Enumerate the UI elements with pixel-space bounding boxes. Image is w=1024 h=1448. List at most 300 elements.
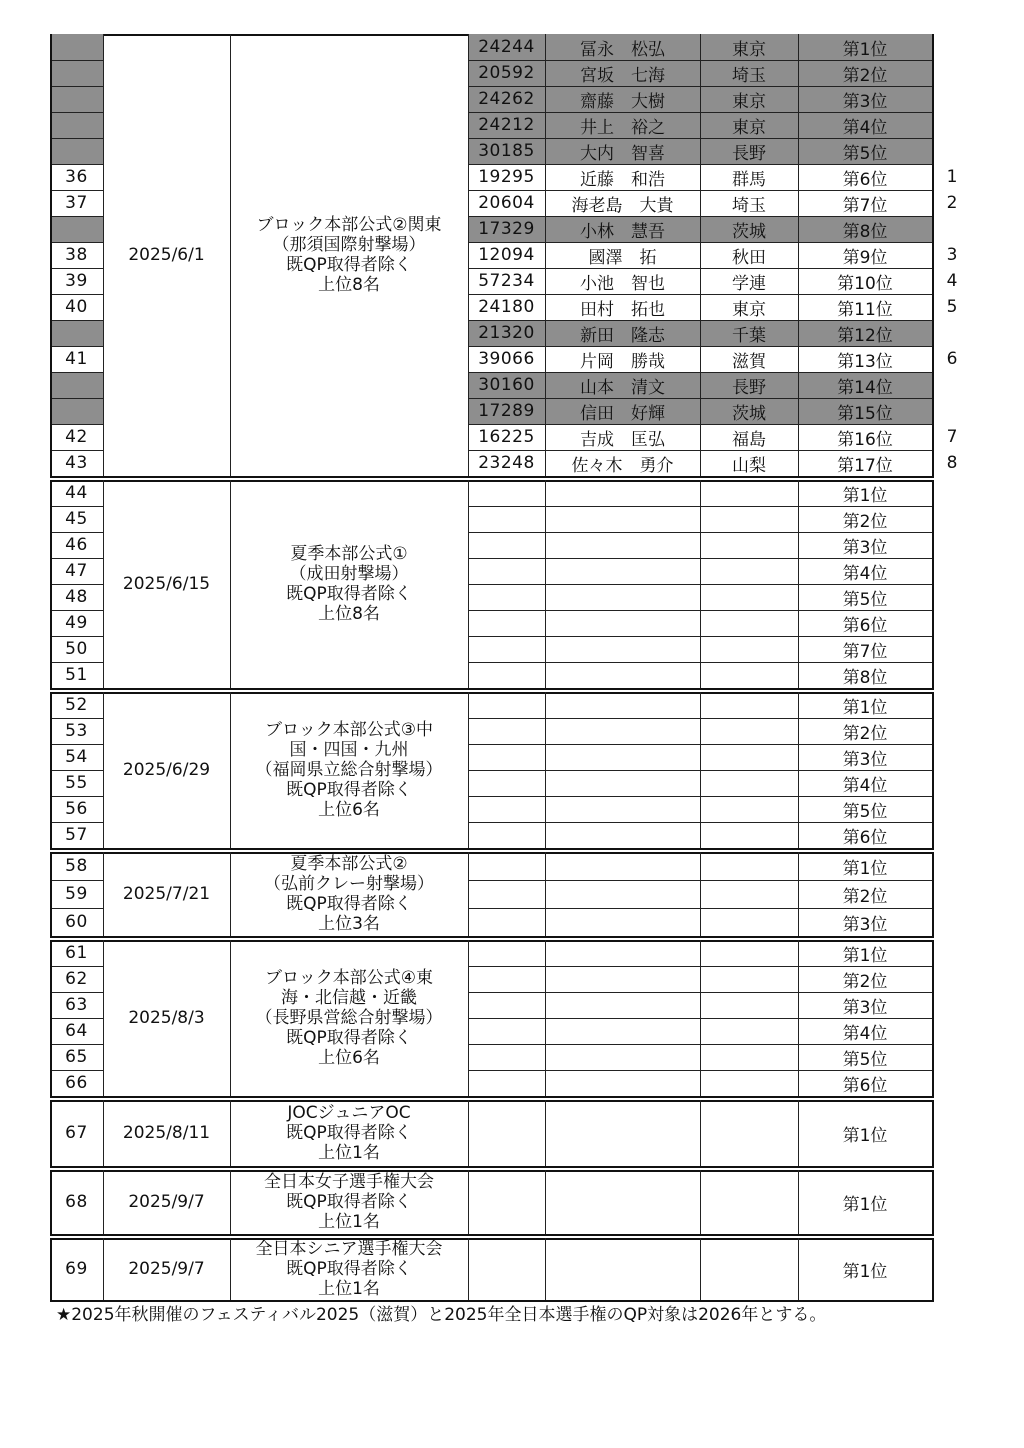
athlete-name: 海老島 大貴 <box>571 195 674 216</box>
qualifier-count: 6 <box>946 349 958 369</box>
row-divider <box>50 268 103 269</box>
qualifier-count: 3 <box>946 245 958 265</box>
rank: 第7位 <box>842 195 888 216</box>
athlete-name <box>545 584 700 610</box>
prefecture <box>700 718 798 744</box>
entry-number: 52 <box>65 695 88 715</box>
event-line: 既QP取得者除く <box>286 584 412 604</box>
entry-number <box>50 138 103 164</box>
rank: 第3位 <box>842 914 888 935</box>
prefecture <box>700 992 798 1018</box>
athlete-name <box>545 908 700 936</box>
athlete-name <box>545 558 700 584</box>
entry-number: 61 <box>65 943 88 963</box>
column-divider <box>700 1238 701 1300</box>
row-divider <box>50 1096 934 1098</box>
event-date: 2025/7/21 <box>122 884 211 904</box>
row-divider <box>50 966 103 967</box>
athlete-name <box>545 770 700 796</box>
rank: 第8位 <box>842 667 888 688</box>
prefecture: 秋田 <box>732 247 766 268</box>
member-id: 21320 <box>468 320 545 346</box>
event-line: （福岡県立総合射撃場） <box>255 760 443 780</box>
prefecture <box>700 1238 798 1300</box>
athlete-name: 齋藤 大樹 <box>545 86 700 112</box>
rank: 第1位 <box>842 1125 888 1146</box>
row-divider <box>50 558 103 559</box>
row-divider <box>50 662 103 663</box>
column-divider <box>230 1170 231 1234</box>
member-id <box>468 744 545 770</box>
column-divider <box>50 692 52 848</box>
column-divider <box>50 1238 52 1300</box>
prefecture: 埼玉 <box>700 60 798 86</box>
row-divider <box>50 60 103 61</box>
event-line: ブロック本部公式④東 <box>265 968 433 988</box>
event-line: ブロック本部公式③中 <box>265 720 433 740</box>
athlete-name: 國澤 拓 <box>588 247 657 268</box>
prefecture: 茨城 <box>700 216 798 242</box>
prefecture: 長野 <box>700 138 798 164</box>
event-line: （弘前クレー射撃場） <box>264 874 434 894</box>
member-id: 17289 <box>468 398 545 424</box>
athlete-name <box>545 1018 700 1044</box>
row-divider <box>50 86 103 87</box>
event-line: 海・北信越・近畿 <box>281 988 417 1008</box>
event-line: JOCジュニアOC <box>287 1103 411 1123</box>
member-id <box>468 966 545 992</box>
member-id: 24180 <box>478 297 535 317</box>
member-id: 24244 <box>468 34 545 60</box>
prefecture: 東京 <box>700 34 798 60</box>
athlete-name: 新田 隆志 <box>545 320 700 346</box>
entry-number <box>50 86 103 112</box>
athlete-name: 大内 智喜 <box>545 138 700 164</box>
column-divider <box>932 1238 934 1300</box>
column-divider <box>50 852 52 936</box>
event-name <box>230 940 468 1096</box>
event-line: （長野県営総合射撃場） <box>255 1008 443 1028</box>
prefecture <box>700 940 798 966</box>
event-name <box>230 1238 468 1300</box>
athlete-name <box>545 1170 700 1234</box>
event-date: 2025/6/15 <box>122 574 211 594</box>
row-divider <box>50 532 103 533</box>
member-id: 30185 <box>468 138 545 164</box>
rank: 第17位 <box>837 455 893 476</box>
entry-number: 58 <box>65 856 88 876</box>
prefecture: 千葉 <box>700 320 798 346</box>
rank: 第4位 <box>842 1023 888 1044</box>
entry-number: 39 <box>65 271 88 291</box>
column-divider <box>468 852 469 936</box>
entry-number: 51 <box>65 665 88 685</box>
column-divider <box>798 852 799 936</box>
column-divider <box>103 1170 104 1234</box>
row-divider <box>50 398 103 399</box>
rank: 第2位 <box>842 886 888 907</box>
prefecture <box>700 966 798 992</box>
prefecture <box>700 636 798 662</box>
rank: 第4位 <box>798 112 932 138</box>
row-divider <box>50 718 103 719</box>
qualifier-count: 2 <box>946 193 958 213</box>
event-name <box>230 692 468 848</box>
rank: 第2位 <box>798 60 932 86</box>
column-divider <box>545 1100 546 1166</box>
member-id: 16225 <box>478 427 535 447</box>
prefecture <box>700 852 798 880</box>
prefecture: 埼玉 <box>732 195 766 216</box>
athlete-name: 小池 智也 <box>580 273 665 294</box>
column-divider <box>468 940 469 1096</box>
athlete-name <box>545 1238 700 1300</box>
event-line: 上位3名 <box>318 914 380 934</box>
column-divider <box>700 1170 701 1234</box>
prefecture <box>700 880 798 908</box>
column-divider <box>700 852 701 936</box>
row-divider <box>50 506 103 507</box>
athlete-name: 冨永 松弘 <box>545 34 700 60</box>
event-line: 上位6名 <box>318 800 380 820</box>
prefecture <box>700 480 798 506</box>
column-divider <box>545 692 546 848</box>
rank: 第5位 <box>842 1049 888 1070</box>
member-id <box>468 718 545 744</box>
event-name <box>230 1100 468 1166</box>
entry-number: 62 <box>65 969 88 989</box>
event-line: 夏季本部公式② <box>290 854 408 874</box>
athlete-name <box>545 992 700 1018</box>
column-divider <box>798 692 799 848</box>
column-divider <box>50 480 52 688</box>
entry-number: 43 <box>65 453 88 473</box>
member-id: 30160 <box>468 372 545 398</box>
column-divider <box>932 34 934 476</box>
event-line: 上位6名 <box>318 1048 380 1068</box>
entry-number: 45 <box>65 509 88 529</box>
prefecture: 群馬 <box>732 169 766 190</box>
member-id <box>468 1018 545 1044</box>
rank: 第1位 <box>842 1261 888 1282</box>
athlete-name <box>545 852 700 880</box>
column-divider <box>230 940 231 1096</box>
column-divider <box>103 940 104 1096</box>
row-divider <box>50 610 103 611</box>
member-id <box>468 1100 545 1166</box>
athlete-name <box>545 880 700 908</box>
athlete-name <box>545 1044 700 1070</box>
member-id: 17329 <box>468 216 545 242</box>
event-name <box>230 1170 468 1234</box>
entry-number <box>50 60 103 86</box>
event-line: 既QP取得者除く <box>286 780 412 800</box>
athlete-name: 吉成 匡弘 <box>580 429 665 450</box>
row-divider <box>50 450 103 451</box>
athlete-name <box>545 1070 700 1096</box>
entry-number: 65 <box>65 1047 88 1067</box>
member-id <box>468 1070 545 1096</box>
rank: 第4位 <box>842 563 888 584</box>
column-divider <box>103 34 104 476</box>
rank: 第6位 <box>842 615 888 636</box>
athlete-name <box>545 1100 700 1166</box>
column-divider <box>50 940 52 1096</box>
rank: 第16位 <box>837 429 893 450</box>
column-divider <box>103 1238 104 1300</box>
event-line: （成田射撃場） <box>289 564 409 584</box>
athlete-name <box>545 532 700 558</box>
column-divider <box>932 1100 934 1166</box>
prefecture: 学連 <box>732 273 766 294</box>
entry-number: 47 <box>65 561 88 581</box>
column-divider <box>700 1100 701 1166</box>
member-id <box>468 1238 545 1300</box>
row-divider <box>50 1166 934 1168</box>
column-divider <box>50 34 52 476</box>
event-name <box>230 34 468 476</box>
qualifier-count: 5 <box>946 297 958 317</box>
column-divider <box>700 480 701 688</box>
row-divider <box>50 1070 103 1071</box>
rank: 第6位 <box>842 827 888 848</box>
athlete-name <box>545 796 700 822</box>
athlete-name <box>545 506 700 532</box>
prefecture: 東京 <box>732 299 766 320</box>
member-id <box>468 770 545 796</box>
member-id: 12094 <box>478 245 535 265</box>
entry-number <box>50 372 103 398</box>
athlete-name: 宮坂 七海 <box>545 60 700 86</box>
column-divider <box>230 692 231 848</box>
entry-number: 59 <box>65 884 88 904</box>
column-divider <box>230 480 231 688</box>
prefecture: 茨城 <box>700 398 798 424</box>
event-name <box>230 480 468 688</box>
column-divider <box>932 1170 934 1234</box>
rank: 第1位 <box>842 485 888 506</box>
prefecture <box>700 692 798 718</box>
entry-number <box>50 320 103 346</box>
athlete-name: 信田 好輝 <box>545 398 700 424</box>
member-id: 20592 <box>468 60 545 86</box>
rank: 第3位 <box>842 537 888 558</box>
entry-number: 69 <box>65 1259 88 1279</box>
entry-number: 53 <box>65 721 88 741</box>
prefecture <box>700 662 798 688</box>
athlete-name: 田村 拓也 <box>580 299 665 320</box>
athlete-name <box>545 692 700 718</box>
prefecture <box>700 770 798 796</box>
column-divider <box>700 940 701 1096</box>
member-id <box>468 584 545 610</box>
rank: 第3位 <box>842 749 888 770</box>
column-divider <box>468 1238 469 1300</box>
rank: 第11位 <box>837 299 893 320</box>
member-id <box>468 506 545 532</box>
member-id: 20604 <box>478 193 535 213</box>
member-id <box>468 796 545 822</box>
column-divider <box>230 1100 231 1166</box>
rank: 第2位 <box>842 971 888 992</box>
entry-number: 67 <box>65 1123 88 1143</box>
rank: 第14位 <box>798 372 932 398</box>
entry-number <box>50 34 103 60</box>
athlete-name: 片岡 勝哉 <box>580 351 665 372</box>
event-line: 国・四国・九州 <box>289 740 409 760</box>
prefecture <box>700 908 798 936</box>
qualifier-count: 1 <box>946 167 958 187</box>
column-divider <box>700 34 701 476</box>
member-id <box>468 636 545 662</box>
rank: 第2位 <box>842 511 888 532</box>
row-divider <box>50 112 103 113</box>
member-id <box>468 852 545 880</box>
entry-number: 66 <box>65 1073 88 1093</box>
entry-number: 63 <box>65 995 88 1015</box>
row-divider <box>50 476 934 478</box>
column-divider <box>932 852 934 936</box>
prefecture <box>700 506 798 532</box>
member-id <box>468 880 545 908</box>
event-line: ブロック本部公式②関東 <box>256 215 442 235</box>
column-divider <box>468 34 469 476</box>
row-divider <box>50 848 934 850</box>
column-divider <box>545 480 546 688</box>
member-id: 24212 <box>468 112 545 138</box>
member-id <box>468 480 545 506</box>
column-divider <box>700 692 701 848</box>
row-divider <box>50 242 103 243</box>
row-divider <box>50 688 934 690</box>
rank: 第3位 <box>842 997 888 1018</box>
column-divider <box>798 940 799 1096</box>
member-id <box>468 558 545 584</box>
qualification-table <box>50 34 958 1299</box>
rank: 第15位 <box>798 398 932 424</box>
entry-number: 36 <box>65 167 88 187</box>
event-line: 既QP取得者除く <box>286 255 412 275</box>
prefecture <box>700 584 798 610</box>
event-line: 既QP取得者除く <box>286 894 412 914</box>
event-line: 既QP取得者除く <box>286 1028 412 1048</box>
prefecture: 滋賀 <box>732 351 766 372</box>
member-id <box>468 532 545 558</box>
column-divider <box>50 1100 52 1166</box>
entry-number: 60 <box>65 912 88 932</box>
entry-number: 57 <box>65 825 88 845</box>
column-divider <box>468 692 469 848</box>
column-divider <box>545 940 546 1096</box>
entry-number <box>50 398 103 424</box>
rank: 第7位 <box>842 641 888 662</box>
athlete-name: 井上 裕之 <box>545 112 700 138</box>
event-line: 夏季本部公式① <box>290 544 408 564</box>
prefecture <box>700 558 798 584</box>
athlete-name <box>545 744 700 770</box>
rank: 第4位 <box>842 775 888 796</box>
column-divider <box>468 1100 469 1166</box>
member-id: 23248 <box>478 453 535 473</box>
column-divider <box>545 1170 546 1234</box>
member-id <box>468 610 545 636</box>
entry-number: 38 <box>65 245 88 265</box>
rank: 第2位 <box>842 723 888 744</box>
row-divider <box>50 164 103 165</box>
prefecture: 山梨 <box>732 455 766 476</box>
entry-number: 50 <box>65 639 88 659</box>
athlete-name <box>545 480 700 506</box>
member-id <box>468 940 545 966</box>
column-divider <box>230 1238 231 1300</box>
column-divider <box>230 34 231 476</box>
member-id <box>468 908 545 936</box>
row-divider <box>50 190 103 191</box>
prefecture: 長野 <box>700 372 798 398</box>
row-divider <box>50 294 103 295</box>
entry-number: 37 <box>65 193 88 213</box>
column-divider <box>932 480 934 688</box>
entry-number: 49 <box>65 613 88 633</box>
athlete-name <box>545 940 700 966</box>
rank: 第3位 <box>798 86 932 112</box>
member-id: 19295 <box>478 167 535 187</box>
event-date: 2025/6/29 <box>122 760 211 780</box>
athlete-name <box>545 662 700 688</box>
event-date: 2025/9/7 <box>128 1259 205 1279</box>
entry-number: 55 <box>65 773 88 793</box>
prefecture <box>700 822 798 848</box>
entry-number <box>50 216 103 242</box>
prefecture: 東京 <box>700 112 798 138</box>
entry-number: 40 <box>65 297 88 317</box>
column-divider <box>932 692 934 848</box>
rank: 第1位 <box>798 34 932 60</box>
event-line: 既QP取得者除く <box>286 1123 412 1143</box>
column-divider <box>468 1170 469 1234</box>
athlete-name <box>545 636 700 662</box>
column-divider <box>545 852 546 936</box>
prefecture <box>700 1100 798 1166</box>
prefecture <box>700 1170 798 1234</box>
row-divider <box>50 908 103 909</box>
athlete-name <box>545 966 700 992</box>
rank: 第13位 <box>837 351 893 372</box>
column-divider <box>50 1170 52 1234</box>
athlete-name: 近藤 和浩 <box>580 169 665 190</box>
row-divider <box>50 138 103 139</box>
member-id <box>468 662 545 688</box>
prefecture <box>700 796 798 822</box>
column-divider <box>545 34 546 476</box>
rank: 第6位 <box>842 1075 888 1096</box>
entry-number: 64 <box>65 1021 88 1041</box>
column-divider <box>798 1100 799 1166</box>
column-divider <box>230 852 231 936</box>
column-divider <box>545 1238 546 1300</box>
column-divider <box>798 1238 799 1300</box>
row-divider <box>50 1044 103 1045</box>
row-divider <box>50 584 103 585</box>
column-divider <box>103 852 104 936</box>
column-divider <box>468 480 469 688</box>
prefecture <box>700 744 798 770</box>
rank: 第1位 <box>842 1194 888 1215</box>
prefecture <box>700 532 798 558</box>
rank: 第8位 <box>798 216 932 242</box>
athlete-name: 佐々木 勇介 <box>571 455 674 476</box>
row-divider <box>50 796 103 797</box>
